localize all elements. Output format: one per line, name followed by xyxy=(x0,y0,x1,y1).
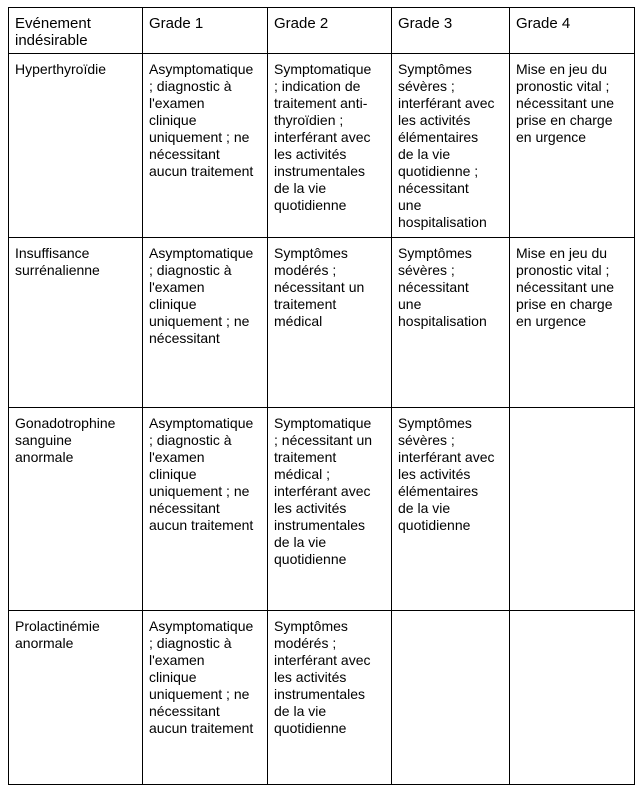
cell-text-line: traitement anti- xyxy=(274,95,368,111)
cell-text-line: interférant avec xyxy=(274,483,371,499)
cell-text-line: instrumentales xyxy=(274,517,366,533)
cell-text-line: Symptomatique xyxy=(274,61,372,77)
cell-text-line: clinique xyxy=(149,296,197,312)
cell-text-line: clinique xyxy=(149,466,197,482)
cell-text-line: Symptômes xyxy=(274,618,348,634)
cell-text-line: instrumentales xyxy=(274,163,366,179)
cell-text-line: quotidienne xyxy=(274,197,347,213)
cell-text-line: en urgence xyxy=(516,313,587,329)
cell-text-line: ; nécessitant un xyxy=(274,432,373,448)
cell-grade-3 xyxy=(392,238,510,408)
cell-text-line: l'examen xyxy=(149,449,205,465)
cell-grade-1 xyxy=(143,408,268,611)
header-grade-1-label: Grade 1 xyxy=(149,15,204,32)
cell-text-line: Mise en jeu du xyxy=(516,245,608,261)
cell-text-line: Asymptomatique xyxy=(149,245,254,261)
cell-text-line: Symptômes xyxy=(398,61,472,77)
cell-text-line: uniquement ; ne xyxy=(149,686,250,702)
cell-text-line: quotidienne xyxy=(274,720,347,736)
cell-text-line: uniquement ; ne xyxy=(149,313,250,329)
table-row xyxy=(9,408,635,611)
cell-text-line: l'examen xyxy=(149,652,205,668)
cell-text-line: anormale xyxy=(15,449,74,465)
cell-text-line: interférant avec xyxy=(274,129,371,145)
cell-text-line: les activités xyxy=(274,500,347,516)
cell-text-line: sévères ; xyxy=(398,262,455,278)
cell-text-line: Asymptomatique xyxy=(149,415,254,431)
cell-event xyxy=(9,611,143,785)
cell-grade-3 xyxy=(392,54,510,238)
cell-text-line: Gonadotrophine xyxy=(15,415,116,431)
cell-text-line: l'examen xyxy=(149,95,205,111)
header-grade-3-label: Grade 3 xyxy=(398,15,453,32)
cell-text-line: hospitalisation xyxy=(398,214,487,230)
cell-text-line: nécessitant xyxy=(149,703,220,719)
cell-grade-2 xyxy=(268,238,392,408)
cell-text-line: thyroïdien ; xyxy=(274,112,344,128)
cell-text-line: Asymptomatique xyxy=(149,618,254,634)
adverse-events-grade-table xyxy=(8,7,635,785)
cell-event xyxy=(9,238,143,408)
cell-text-line: en urgence xyxy=(516,129,587,145)
cell-text-line: aucun traitement xyxy=(149,163,254,179)
cell-text-line: interférant avec xyxy=(398,449,495,465)
cell-text-line: aucun traitement xyxy=(149,720,254,736)
cell-text-line: les activités xyxy=(398,466,471,482)
cell-text-line: une xyxy=(398,296,422,312)
cell-text-line: anormale xyxy=(15,635,74,651)
header-grade-2 xyxy=(268,8,392,54)
cell-text-line: nécessitant une xyxy=(516,279,615,295)
cell-text-line: de la vie xyxy=(398,500,451,516)
cell-text-line: Prolactinémie xyxy=(15,618,100,634)
cell-text-line: quotidienne xyxy=(274,551,347,567)
header-grade-3 xyxy=(392,8,510,54)
cell-text-line: surrénalienne xyxy=(15,262,100,278)
table-row xyxy=(9,238,635,408)
cell-event xyxy=(9,54,143,238)
cell-text-line: nécessitant xyxy=(149,500,220,516)
header-grade-4 xyxy=(510,8,635,54)
cell-text-line: sévères ; xyxy=(398,78,455,94)
cell-grade-4 xyxy=(510,54,635,238)
header-event-line: Evénement xyxy=(15,15,91,32)
cell-event xyxy=(9,408,143,611)
cell-text-line: de la vie xyxy=(274,534,327,550)
cell-text-line: uniquement ; ne xyxy=(149,129,250,145)
cell-grade-3 xyxy=(392,408,510,611)
cell-text-line: clinique xyxy=(149,669,197,685)
cell-grade-4 xyxy=(510,238,635,408)
cell-text-line: nécessitant xyxy=(398,180,469,196)
cell-text-line: traitement xyxy=(274,449,337,465)
cell-text-line: de la vie xyxy=(274,180,327,196)
cell-text-line: l'examen xyxy=(149,279,205,295)
cell-text-line: nécessitant xyxy=(149,146,220,162)
cell-grade-2 xyxy=(268,611,392,785)
cell-text-line: nécessitant une xyxy=(516,95,615,111)
cell-text-line: modérés ; xyxy=(274,262,337,278)
cell-text-line: hospitalisation xyxy=(398,313,487,329)
cell-text-line: aucun traitement xyxy=(149,517,254,533)
cell-text-line: nécessitant un xyxy=(274,279,365,295)
cell-grade-2 xyxy=(268,408,392,611)
cell-text-line: interférant avec xyxy=(398,95,495,111)
cell-text-line: ; diagnostic à xyxy=(149,432,232,448)
cell-text-line: Mise en jeu du xyxy=(516,61,608,77)
cell-text-line: médical ; xyxy=(274,466,331,482)
cell-text-line: sanguine xyxy=(15,432,72,448)
cell-text-line: uniquement ; ne xyxy=(149,483,250,499)
cell-text-line: nécessitant xyxy=(398,279,469,295)
cell-text-line: sévères ; xyxy=(398,432,455,448)
cell-text-line: quotidienne xyxy=(398,517,471,533)
cell-grade-1 xyxy=(143,238,268,408)
header-grade-2-label: Grade 2 xyxy=(274,15,329,32)
cell-text-line: élémentaires xyxy=(398,483,479,499)
cell-text-line: les activités xyxy=(274,146,347,162)
header-event-line: indésirable xyxy=(15,32,88,49)
cell-text-line: médical xyxy=(274,313,323,329)
cell-text-line: pronostic vital ; xyxy=(516,262,610,278)
cell-text-line: traitement xyxy=(274,296,337,312)
cell-text-line: quotidienne ; xyxy=(398,163,479,179)
cell-text-line: ; diagnostic à xyxy=(149,635,232,651)
cell-grade-4 xyxy=(510,611,635,785)
header-event xyxy=(9,8,143,54)
cell-grade-2 xyxy=(268,54,392,238)
cell-text-line: Hyperthyroïdie xyxy=(15,61,107,77)
cell-text-line: Symptômes xyxy=(398,245,472,261)
header-grade-4-label: Grade 4 xyxy=(516,15,571,32)
cell-text-line: de la vie xyxy=(398,146,451,162)
cell-text-line: Symptômes xyxy=(274,245,348,261)
cell-text-line: clinique xyxy=(149,112,197,128)
cell-text-line: élémentaires xyxy=(398,129,479,145)
cell-grade-4 xyxy=(510,408,635,611)
cell-text-line: Insuffisance xyxy=(15,245,90,261)
cell-text-line: les activités xyxy=(398,112,471,128)
cell-text-line: ; diagnostic à xyxy=(149,78,232,94)
cell-text-line: les activités xyxy=(274,669,347,685)
table-row xyxy=(9,611,635,785)
header-grade-1 xyxy=(143,8,268,54)
cell-text-line: ; diagnostic à xyxy=(149,262,232,278)
cell-text-line: prise en charge xyxy=(516,296,613,312)
cell-grade-1 xyxy=(143,54,268,238)
cell-text-line: interférant avec xyxy=(274,652,371,668)
table-row xyxy=(9,54,635,238)
header-row xyxy=(9,8,635,54)
cell-grade-3 xyxy=(392,611,510,785)
cell-text-line: Symptomatique xyxy=(274,415,372,431)
cell-text-line: modérés ; xyxy=(274,635,337,651)
cell-text-line: instrumentales xyxy=(274,686,366,702)
cell-text-line: prise en charge xyxy=(516,112,613,128)
cell-text-line: une xyxy=(398,197,422,213)
cell-text-line: ; indication de xyxy=(274,78,361,94)
cell-text-line: Symptômes xyxy=(398,415,472,431)
cell-text-line: nécessitant xyxy=(149,330,220,346)
cell-text-line: Asymptomatique xyxy=(149,61,254,77)
cell-text-line: de la vie xyxy=(274,703,327,719)
cell-text-line: pronostic vital ; xyxy=(516,78,610,94)
cell-grade-1 xyxy=(143,611,268,785)
